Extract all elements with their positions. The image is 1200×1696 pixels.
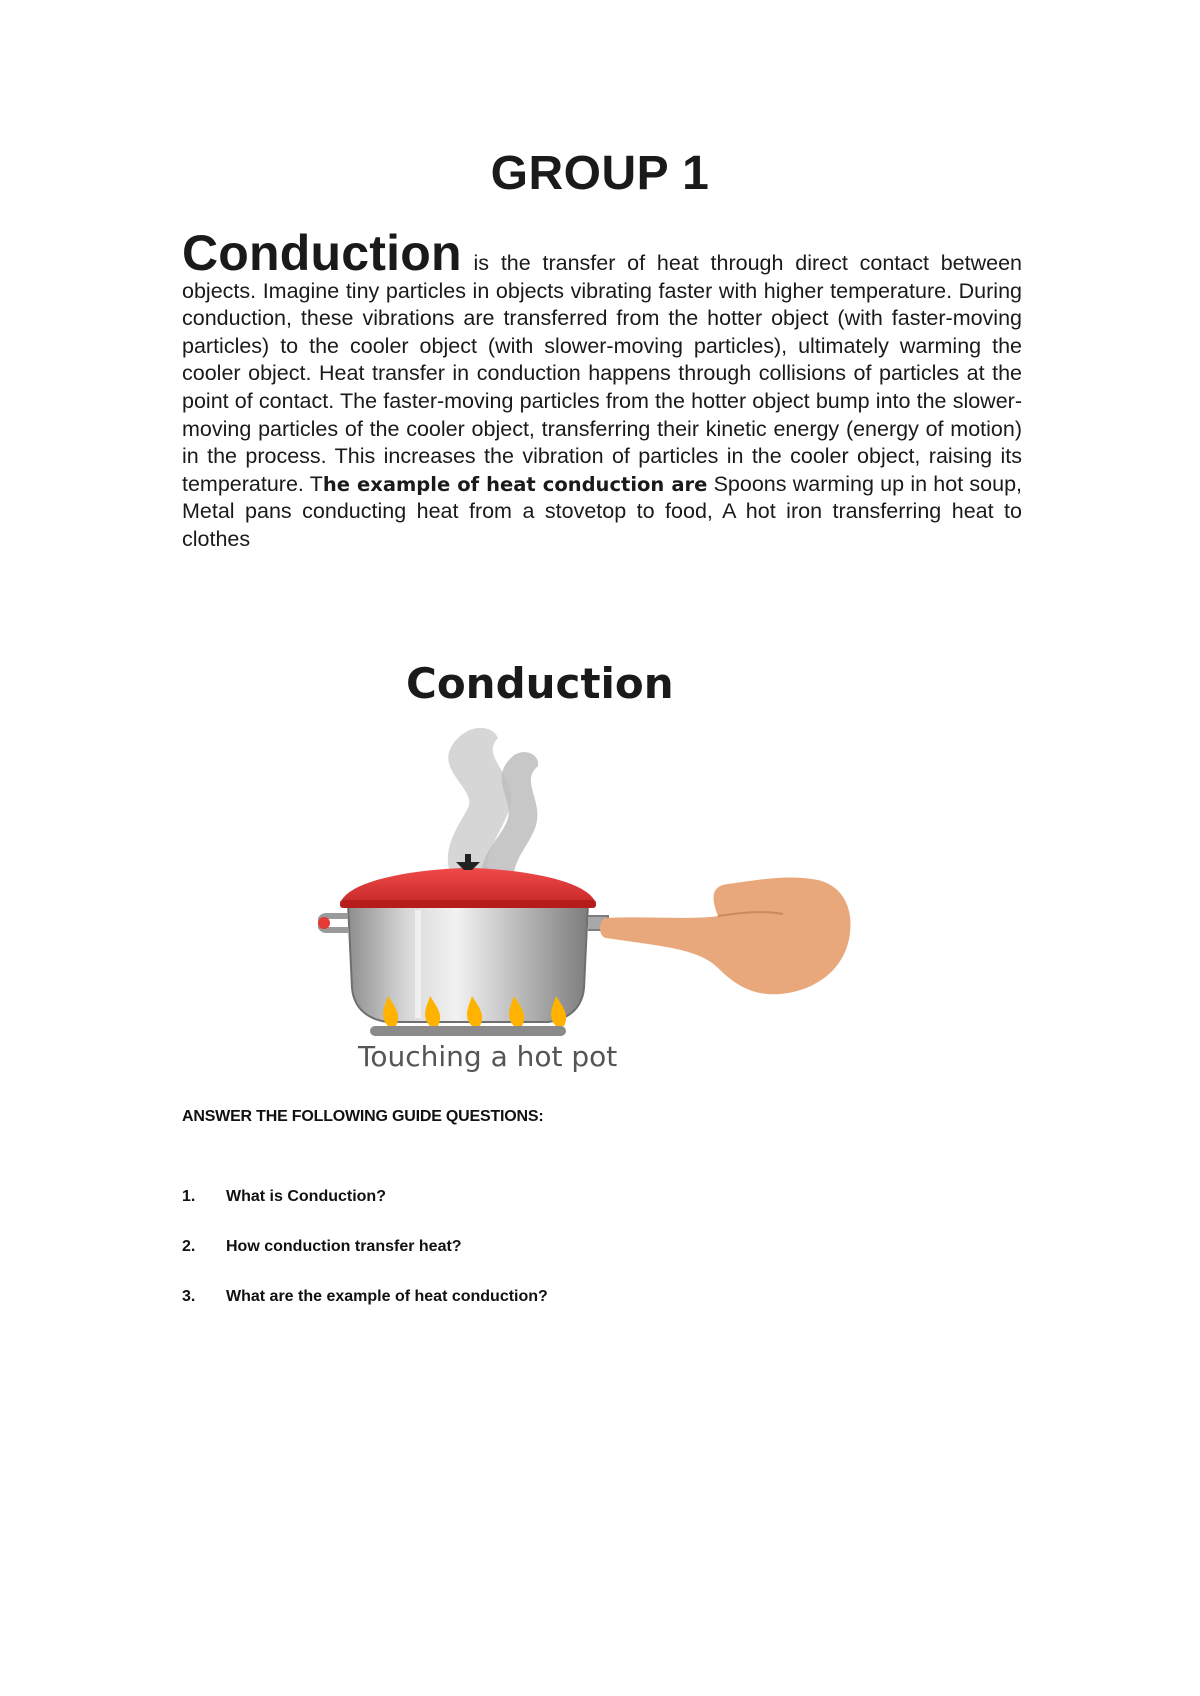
question-number: 3. bbox=[182, 1288, 196, 1305]
illustration-title: Conduction bbox=[406, 659, 674, 708]
example-lead: he example of heat conduction are bbox=[322, 472, 708, 496]
question-number: 1. bbox=[182, 1188, 196, 1205]
paragraph-text-2: Spoons warming up in hot soup, Metal pans conducting heat from a stovetop to food, A hot iron transferring heat to clothes bbox=[182, 471, 1022, 551]
guide-questions bbox=[182, 1108, 1022, 1305]
conduction-illustration bbox=[318, 648, 878, 1078]
question-text: What is Conduction? bbox=[226, 1188, 386, 1205]
conduction-paragraph bbox=[182, 225, 1022, 554]
question-number: 2. bbox=[182, 1238, 196, 1255]
question-text: What are the example of heat conduction? bbox=[226, 1288, 548, 1305]
illustration-caption: Touching a hot pot bbox=[358, 1040, 618, 1073]
lid-icon bbox=[340, 854, 596, 908]
guide-title: ANSWER THE FOLLOWING GUIDE QUESTIONS: bbox=[182, 1108, 544, 1125]
lead-term: Conduction bbox=[182, 225, 462, 281]
hand-icon bbox=[600, 877, 851, 994]
pot-icon bbox=[318, 903, 608, 1022]
paragraph-text-1: is the transfer of heat through direct contact between objects. Imagine tiny particles in objects vibrating faster with higher temperature. During conduction, these vibrations are transferred from the hotter object (with faster-moving particles) to the cooler object (with slower-moving particles), ultimately warming the cooler object. Heat transfer in conduction happens through collisions of particles at the point of contact. The faster-moving particles from the hotter object bump into the slower-moving particles of the cooler object, transferring their kinetic energy (energy of motion) in the process. This increases the vibration of particles in the cooler object, raising its temperature. T bbox=[182, 251, 1022, 496]
page-title: GROUP 1 bbox=[490, 147, 710, 200]
question-text: How conduction transfer heat? bbox=[226, 1238, 462, 1255]
